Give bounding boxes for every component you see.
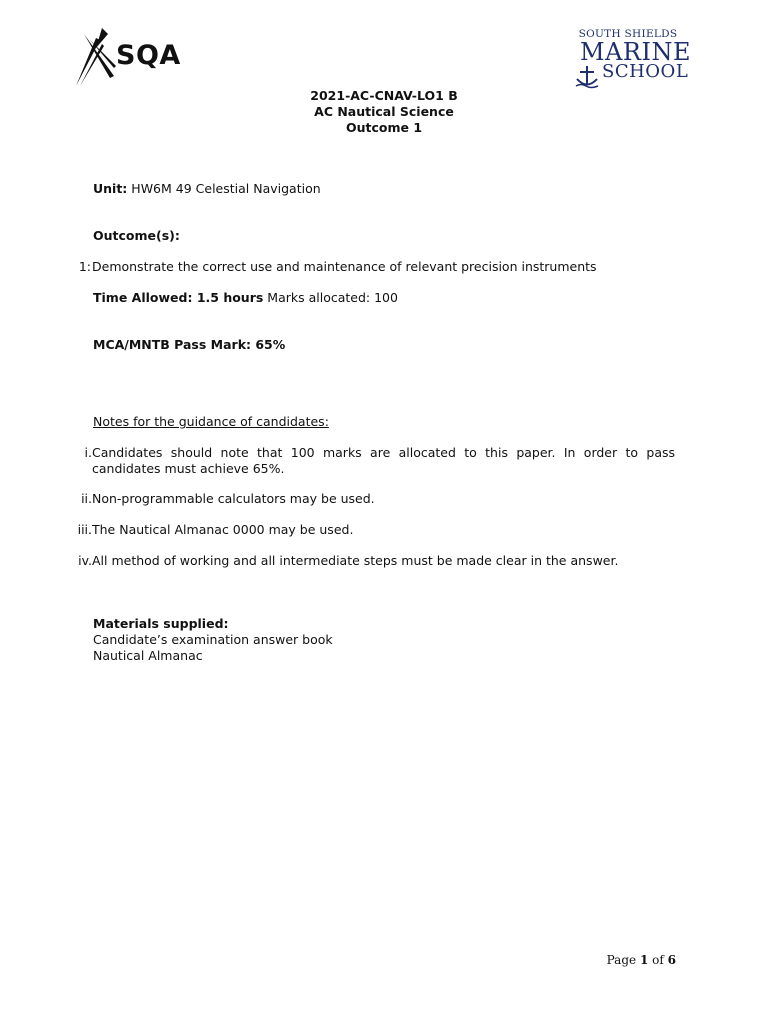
school-logo-line2: MARINE [580, 38, 691, 66]
page-total: 6 [667, 953, 676, 967]
notes-heading: Notes for the guidance of candidates: [93, 414, 329, 429]
page-of-word: of [652, 953, 664, 967]
marine-school-logo [572, 28, 691, 92]
page-current: 1 [639, 953, 649, 967]
outcome-text: Demonstrate the correct use and maintenance of relevant precision instruments [92, 259, 597, 274]
sqa-wordmark: SQA [116, 40, 181, 71]
materials-item: Nautical Almanac [93, 648, 203, 663]
outcome-title: Outcome 1 [345, 120, 423, 135]
paper-code: 2021-AC-CNAV-LO1 B [310, 88, 458, 103]
sqa-x-mark-icon [74, 26, 118, 88]
unit-value: HW6M 49 Celestial Navigation [131, 181, 321, 196]
note-item [0, 445, 768, 477]
materials-heading: Materials supplied: [93, 616, 229, 631]
note-number: iii. [77, 522, 92, 537]
note-text: Candidates should note that 100 marks are allocated to this paper. In order to pass candidates must achieve 65%. [92, 445, 675, 476]
school-logo-line1: SOUTH SHIELDS [578, 28, 678, 40]
note-text: Non-programmable calculators may be used. [92, 491, 375, 506]
page-word: Page [606, 953, 637, 967]
page-number [607, 953, 676, 967]
school-logo-line3: SCHOOL [602, 61, 689, 82]
anchor-icon [574, 64, 600, 90]
course-title: AC Nautical Science [314, 104, 454, 119]
time-allowed: Time Allowed: 1.5 hours [93, 290, 264, 305]
note-text: The Nautical Almanac 0000 may be used. [92, 522, 354, 537]
materials-item: Candidate’s examination answer book [93, 632, 333, 647]
note-number: iv. [78, 553, 92, 568]
note-number: i. [84, 445, 92, 460]
pass-mark: MCA/MNTB Pass Mark: 65% [93, 337, 286, 352]
sqa-logo [74, 26, 198, 88]
unit-label: Unit: [93, 181, 128, 196]
marks-allocated: Marks allocated: 100 [267, 290, 398, 305]
outcome-number: 1: [78, 259, 91, 274]
unit-line [93, 181, 321, 197]
note-number: ii. [81, 491, 92, 506]
note-text: All method of working and all intermediate steps must be made clear in the answer. [92, 553, 619, 568]
outcomes-heading: Outcome(s): [93, 228, 180, 243]
time-line [93, 290, 398, 306]
